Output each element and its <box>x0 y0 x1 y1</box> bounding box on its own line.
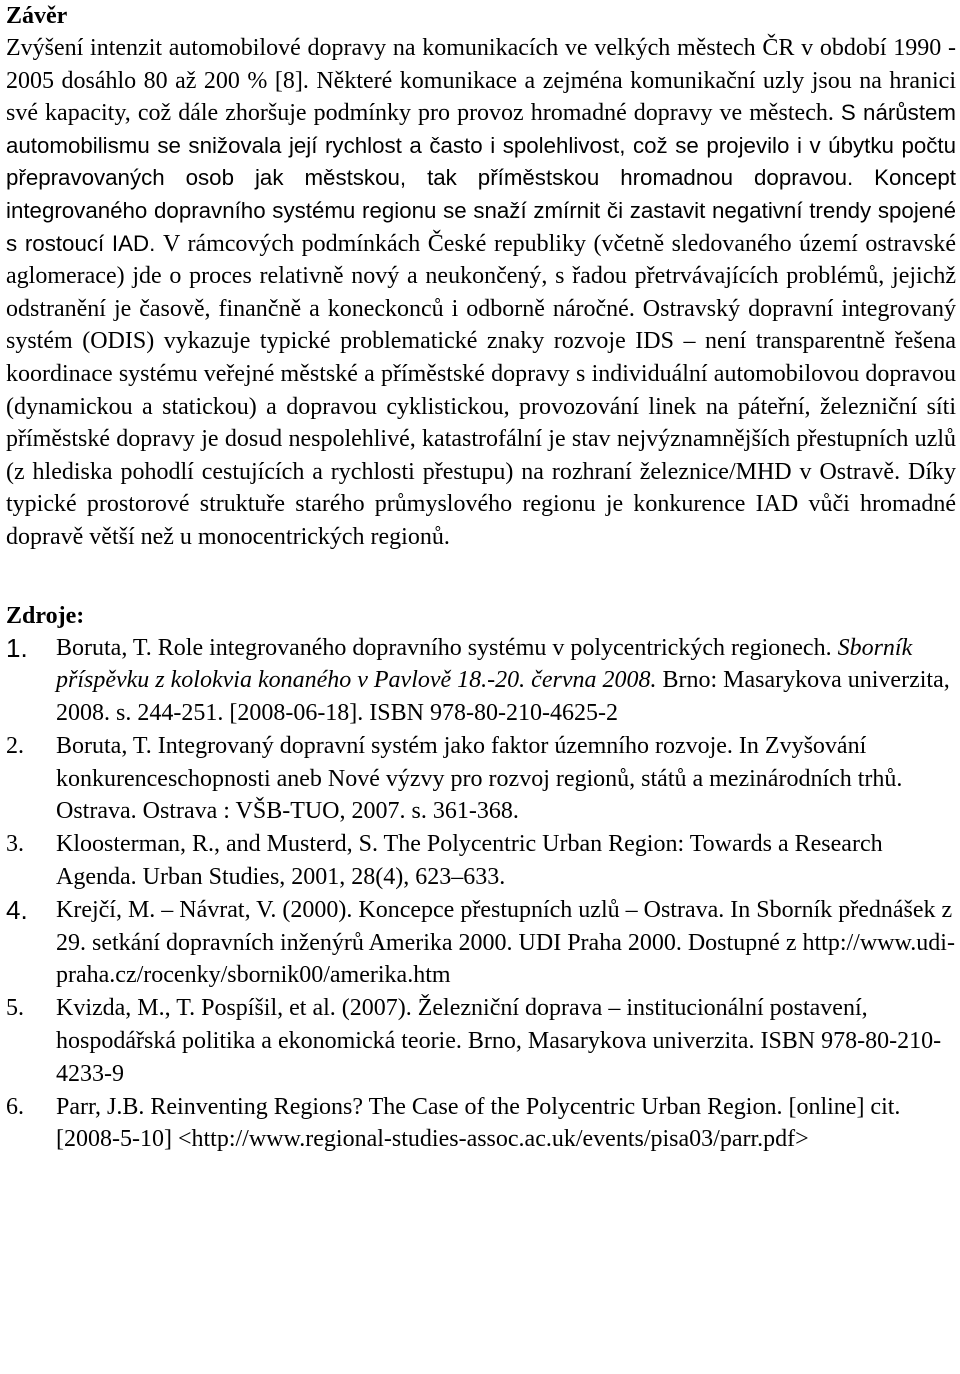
reference-number: 4. <box>6 894 28 925</box>
conclusion-text-segment: Zvýšení intenzit automobilové dopravy na komunikacích ve velkých městech ČR v období 1990 - 2005 dosáhlo 80 až 200 % [8]. Některé komunikace a zejména komunikační uzly jsou na hranici své kapacity, což dále zhoršuje podmínky pro provoz hromadné dopravy ve městech. <box>6 35 956 127</box>
reference-item <box>6 632 956 730</box>
reference-text: Boruta, T. Integrovaný dopravní systém jako faktor územního rozvoje. In Zvyšování konkurenceschopnosti aneb Nové výzvy pro rozvoj regionů, států a mezinárodních trhů. Ostrava. Ostrava : VŠB-TUO, 2007. s. 361-368. <box>56 732 903 825</box>
reference-text: Parr, J.B. Reinventing Regions? The Case of the Polycentric Urban Region. [online] cit. [2008-5-10] <http://www.regional-studies-assoc.ac.uk/events/pisa03/parr.pdf> <box>56 1093 901 1153</box>
reference-text: Boruta, T. Role integrovaného dopravního systému v polycentrických regionech. <box>56 634 838 661</box>
reference-number: 6. <box>6 1093 24 1120</box>
reference-number: 5. <box>6 995 24 1022</box>
conclusion-text-segment: S nárůstem automobilismu se snižovala její rychlost a často i spolehlivost, což se projevilo i v úbytku počtu přepravovaných osob jak městskou, tak příměstskou hromadnou dopravou. Koncept integrovaného dopravního systému regionu se snaží zmírnit či zastavit negativní trendy spojené s rostoucí IAD. <box>6 100 956 256</box>
conclusion-heading: Závěr <box>6 3 68 29</box>
conclusion-text-segment: V rámcových podmínkách České republiky (včetně sledovaného území ostravské aglomerace) jde o proces relativně nový a neukončený, s řadou přetrvávajících problémů, jejichž odstranění je časově, finančně a koneckonců i odborně náročné. Ostravský dopravní integrovaný systém (ODIS) vykazuje typické problematické znaky rozvoje IDS – není transparentně řešena koordinace systému veřejné městské a příměstské dopravy s individuální automobilovou dopravou (dynamickou a statickou) a dopravou cyklistickou, provozování linek na páteřní, železniční síti příměstské dopravy je dosud nespolehlivé, katastrofální je stav nejvýznamnějších přestupních uzlů (z hlediska pohodlí cestujících a rychlosti přestupu) na rozhraní železnice/MHD v Ostravě. Díky typické prostorové struktuře starého průmyslového regionu je konkurence IAD vůči hromadné dopravě větší než u monocentrických regionů. <box>6 230 956 550</box>
sources-heading: Zdroje: <box>6 602 85 629</box>
reference-number: 1. <box>6 632 28 663</box>
reference-list <box>6 632 956 1157</box>
reference-text: Brno: Masarykova univerzita, 2008. s. 244-251. [2008-06-18]. ISBN 978-80-210-4625-2 <box>56 667 950 727</box>
reference-number: 3. <box>6 831 24 858</box>
reference-text: Kloosterman, R., and Musterd, S. The Polycentric Urban Region: Towards a Research Agenda. Urban Studies, 2001, 28(4), 623–633. <box>56 831 883 891</box>
conclusion-paragraph <box>6 32 956 554</box>
reference-text-italic: Sborník příspěvku z kolokvia konaného v Pavlově 18.-20. června 2008. <box>56 634 913 694</box>
reference-text: Krejčí, M. – Návrat, V. (2000). Koncepce přestupních uzlů – Ostrava. In Sborník přednášek z 29. setkání dopravních inženýrů Amerika 2000. UDI Praha 2000. Dostupné z http://www.udi-praha.cz/rocenky/sbornik00/amerika.htm <box>56 896 955 989</box>
reference-text: Kvizda, M., T. Pospíšil, et al. (2007). Železniční doprava – institucionální postavení, hospodářská politika a ekonomická teorie. Brno, Masarykova univerzita. ISBN 978-80-210-4233-9 <box>56 995 942 1087</box>
reference-item <box>6 992 956 1090</box>
reference-item <box>6 1091 956 1157</box>
reference-item <box>6 894 956 992</box>
reference-item <box>6 828 956 894</box>
document-page <box>6 0 956 1156</box>
reference-item <box>6 730 956 828</box>
reference-number: 2. <box>6 732 24 759</box>
